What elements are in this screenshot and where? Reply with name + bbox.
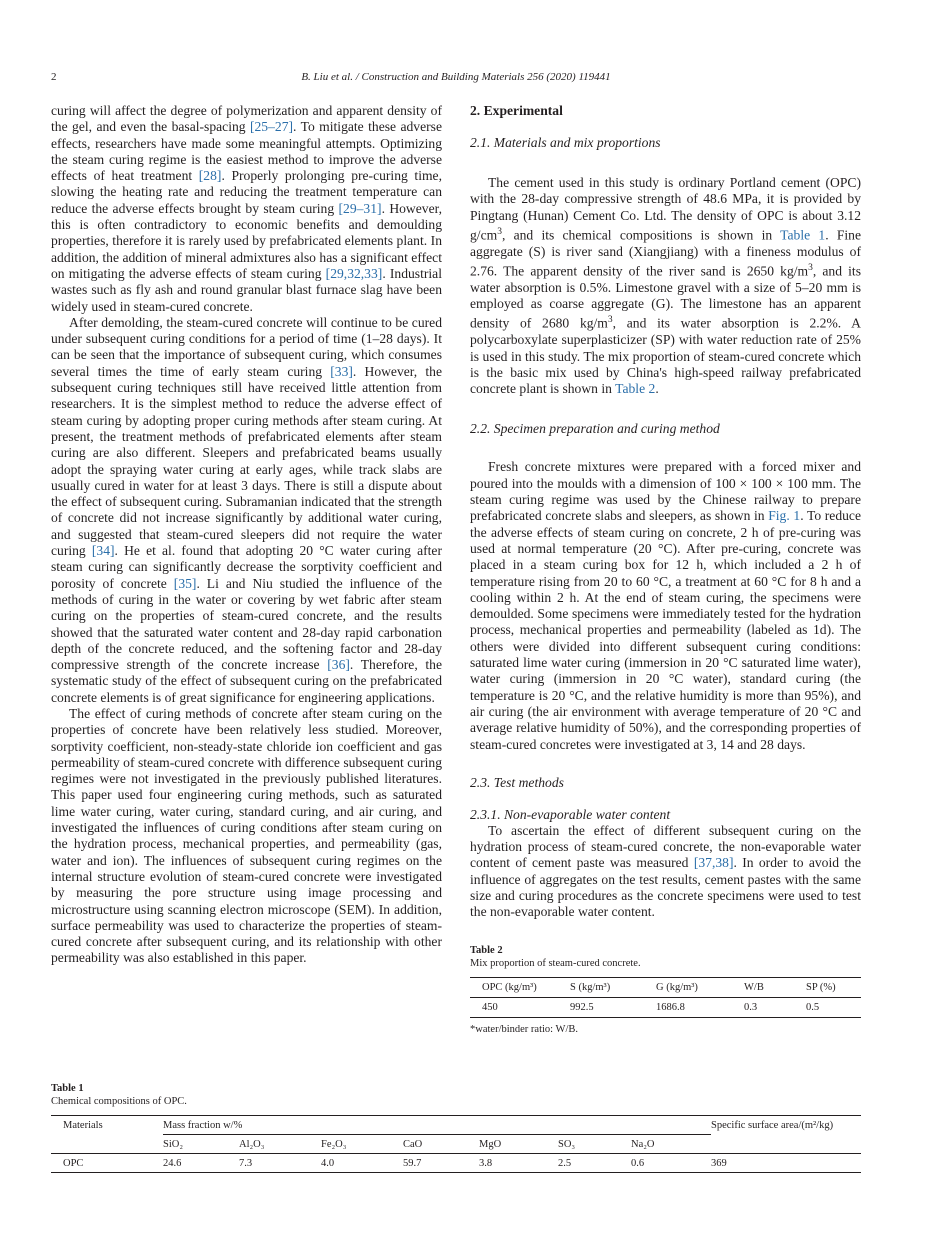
table-row [51,1154,861,1173]
table-2-grid [470,977,861,1018]
superscript: 3 [607,315,613,326]
citation-link[interactable]: [29–31] [338,200,382,216]
table-1-header-mass: Mass fraction w/% [163,1119,243,1131]
table-2-header-wb: W/B [744,982,764,993]
paragraph-intro-1: curing will affect the degree of polymerization and apparent density of the gel, and even the basal-spacing [25–27]. To mitigate these adverse effects, researchers have made some meaningful attempts. Optimizing the steam curing regime is the easiest method to improve the adverse effects of heat treatment [28]. Properly prolonging pre-curing time, slowing the heating rate and reducing the treatment temperature can reduce the adverse effects brought by steam curing [29–31]. However, this is often contradictory to economic benefits and demoulding properties, therefore it is rarely used by prefabricated elements plant. In addition, the addition of mineral admixtures also has a significant effect on mitigating the adverse effects of steam curing [29,32,33]. Industrial wastes such as fly ash and round granular blast furnace slag have been widely used in steam-cured concrete. [51,103,442,314]
citation-link[interactable]: [33] [330,363,353,379]
citation-link[interactable]: [34] [91,543,115,559]
citation-link[interactable]: [35] [173,575,197,591]
table-1-title: Table 1 [51,1083,84,1094]
table-1-subheader-mgo: MgO [479,1135,558,1154]
table-1-header-ssa: Specific surface area/(m²/kg) [711,1119,834,1131]
subsection-title-2-1: 2.1. Materials and mix proportions [470,135,661,150]
paragraph-materials: The cement used in this study is ordinary Portland cement (OPC) with the 28-day compressive strength of 48.6 MPa, it is provided by Pingtang (Hunan) Cement Co. Ltd. The density of OPC is about 3.12 $g/cm^3$, and its chemical compositions is shown in Table 1. Fine aggregate (S) is river sand (Xiangjiang) with a fineness modulus of 2.76. The apparent density of the river sand is 2650 $kg/m^3$, and its water absorption is 0.5%. Limestone gravel with a size of 5–20 mm is employed as coarse aggregate (G). The limestone has an apparent density of 2680 $kg/m^3$, and its water absorption is 2.2%. A polycarboxylate superplasticizer (SP) with water reduction rate of 25% is used in this study. The mix proportion of steam-cured concrete which is the basic mix used by China's high-speed railway prefabricated concrete plant is shown in Table 2. [470,175,861,397]
table-2-header-s: S (kg/m³) [570,982,611,993]
table-2-title: Table 2 [470,945,503,956]
right-column [470,103,861,921]
citation-link[interactable]: [37,38] [693,855,734,871]
table-2 [470,944,861,1035]
table-1-cell: 4.0 [321,1154,403,1173]
table-1-subheader-sio2: SiO₂ [163,1135,239,1154]
table-2-cell: 1686.8 [656,1002,685,1013]
table-1-header-materials: Materials [63,1119,103,1131]
table-2-cell: 0.3 [744,1002,758,1013]
table-2-header-opc: OPC (kg/m³) [482,982,537,993]
subsection-title-2-2: 2.2. Specimen preparation and curing method [470,421,720,437]
table-1-grid [51,1115,861,1173]
citation-link[interactable]: Table 2 [615,381,656,397]
citation-link[interactable]: [29,32,33] [325,265,383,281]
table-1-subheader-fe2o3: Fe₂O₃ [321,1135,403,1154]
table-2-cell: 450 [482,1002,498,1013]
page-header [51,71,861,89]
table-1-subheader-cao: CaO [403,1135,479,1154]
table-1 [51,1082,861,1173]
table-2-cell: 992.5 [570,1002,594,1013]
citation-link[interactable]: Table 1 [780,227,826,243]
left-column [51,103,442,967]
citation-link[interactable]: [28] [198,168,222,184]
table-1-row-label: OPC [51,1154,163,1173]
page-number: 2 [51,71,57,83]
table-1-subheader-so3: SO₃ [558,1135,631,1154]
section-title: 2. Experimental [470,103,563,118]
paragraph-intro-3: The effect of curing methods of concrete after steam curing on the properties of concrete have been relatively less studied. Moreover, sorptivity coefficient, non-steady-state chloride ion coefficient and gas permeability of steam-cured concrete with difference subsequent curing regimes were not investigated in the previously published literatures. This paper used four engineering curing methods, such as saturated lime water curing, water curing, standard curing, and air curing, and investigated the influences of curing conditions after steam curing on the hydration process, mechanical properties, and permeability (gas, water and ion). The influences of subsequent curing regimes on the internal structure evolution of steam-cured concrete were investigated by measuring the pore structure using image processing and microstructure using scanning electron microscope (SEM). In addition, surface permeability was used to characterize the properties of steam-cured concrete after subsequent curing, and its relationship with other permeability was also established in this paper. [51,705,442,966]
table-2-footnote: *water/binder ratio: W/B. [470,1024,578,1035]
table-1-cell-ssa: 369 [711,1154,861,1173]
table-2-cell: 0.5 [806,1002,820,1013]
table-1-subheader-al2o3: Al₂O₃ [239,1135,321,1154]
citation-link[interactable]: [36] [327,657,350,673]
paragraph-non-evaporable: To ascertain the effect of different subsequent curing on the hydration process of steam-cured concrete, the non-evaporable water content of cement paste was measured [37,38]. In order to avoid the influence of aggregates on the test results, cement pastes with the same size and curing procedures as the concrete specimens were used to test the non-evaporable water content. [470,822,861,920]
table-1-cell: 7.3 [239,1154,321,1173]
superscript: 3 [808,263,813,274]
journal-citation: B. Liu et al. / Construction and Building Materials 256 (2020) 119441 [301,71,611,83]
table-1-cell: 0.6 [631,1154,711,1173]
subsection-title-2-3: 2.3. Test methods [470,774,564,790]
table-2-header-sp: SP (%) [806,982,836,993]
table-1-cell: 24.6 [163,1154,239,1173]
paragraph-intro-2: After demolding, the steam-cured concrete will continue to be cured under subsequent curing conditions for a period of time (1–28 days). It can be seen that the importance of subsequent curing, which consumes several times the time of early steam curing [33]. However, the subsequent curing techniques still have received little attention from researchers. It is the simplest method to reduce the adverse effect of steam curing by adopting proper curing methods after steam curing. At present, the treatment methods of prefabricated elements after steam curing are also different. Sleepers and prefabricated beams usually adopt the spraying water curing at early ages, while track slabs are usually cured in water for at least 3 days. There is still a dispute about the effect of subsequent curing. Subramanian indicated that the strength of concrete did not increase significantly by additional water curing, and suggested that steam-cured sleepers did not require the water curing [34]. He et al. found that adopting 20 °C water curing after steam curing can significantly decrease the sorptivity coefficient and porosity of concrete [35]. Li and Niu studied the influence of the methods of curing in the water or covering by wet fabric after steam curing on the properties of steam-cured concrete, and the results showed that the saturated water content and 28-day rapid carbonation depth of the concrete reduced, and the softening factor and 28-day compressive strength of the concrete increase [36]. Therefore, the systematic study of the effect of subsequent curing on the prefabricated concrete elements is of great significance for engineering applications. [51,314,443,705]
superscript: 3 [497,226,502,237]
table-row [470,998,861,1018]
table-1-subheader-na2o: Na₂O [631,1135,711,1154]
table-1-cell: 3.8 [479,1154,558,1173]
table-1-cell: 59.7 [403,1154,479,1173]
table-1-cell: 2.5 [558,1154,631,1173]
table-1-caption: Chemical compositions of OPC. [51,1096,187,1107]
subsection-title-2-3-1: 2.3.1. Non-evaporable water content [470,806,671,822]
table-2-header-g: G (kg/m³) [656,982,698,993]
paragraph-specimen-prep: Fresh concrete mixtures were prepared with a forced mixer and poured into the moulds with a dimension of 100 × 100 × 100 mm. The steam curing regime was used by the Chinese railway to prepare prefabricated concrete slabs and sleepers, as shown in Fig. 1. To reduce the adverse effects of steam curing on concrete, 2 h of pre-curing was used at normal temperature (20 °C). After pre-curing, concrete was placed in a steam curing box for 12 h, which included a 2 h of temperature rising from 20 to 60 °C, a treatment at 60 °C for 8 h and a cooling within 2 h. At the end of steam curing, the specimens were demoulded. Some specimens were immediately tested for the hydration process, mechanical properties and permeability (labeled as 1d). The others were divided into different subsequent curing conditions: saturated lime water curing (immersion in 20 °C saturated lime water), water curing (immersion in 20 °C water), standard curing (the temperature is 20 °C, and the relative humidity is more than 95%), and air curing (the air environment with average temperature of 20 °C and average relative humidity of 50%), and the corresponding properties of steam-cured concretes were investigated at 3, 14 and 28 days. [470,459,861,752]
citation-link[interactable]: Fig. 1 [768,508,801,524]
table-2-caption: Mix proportion of steam-cured concrete. [470,958,641,969]
citation-link[interactable]: [25–27] [249,119,294,135]
